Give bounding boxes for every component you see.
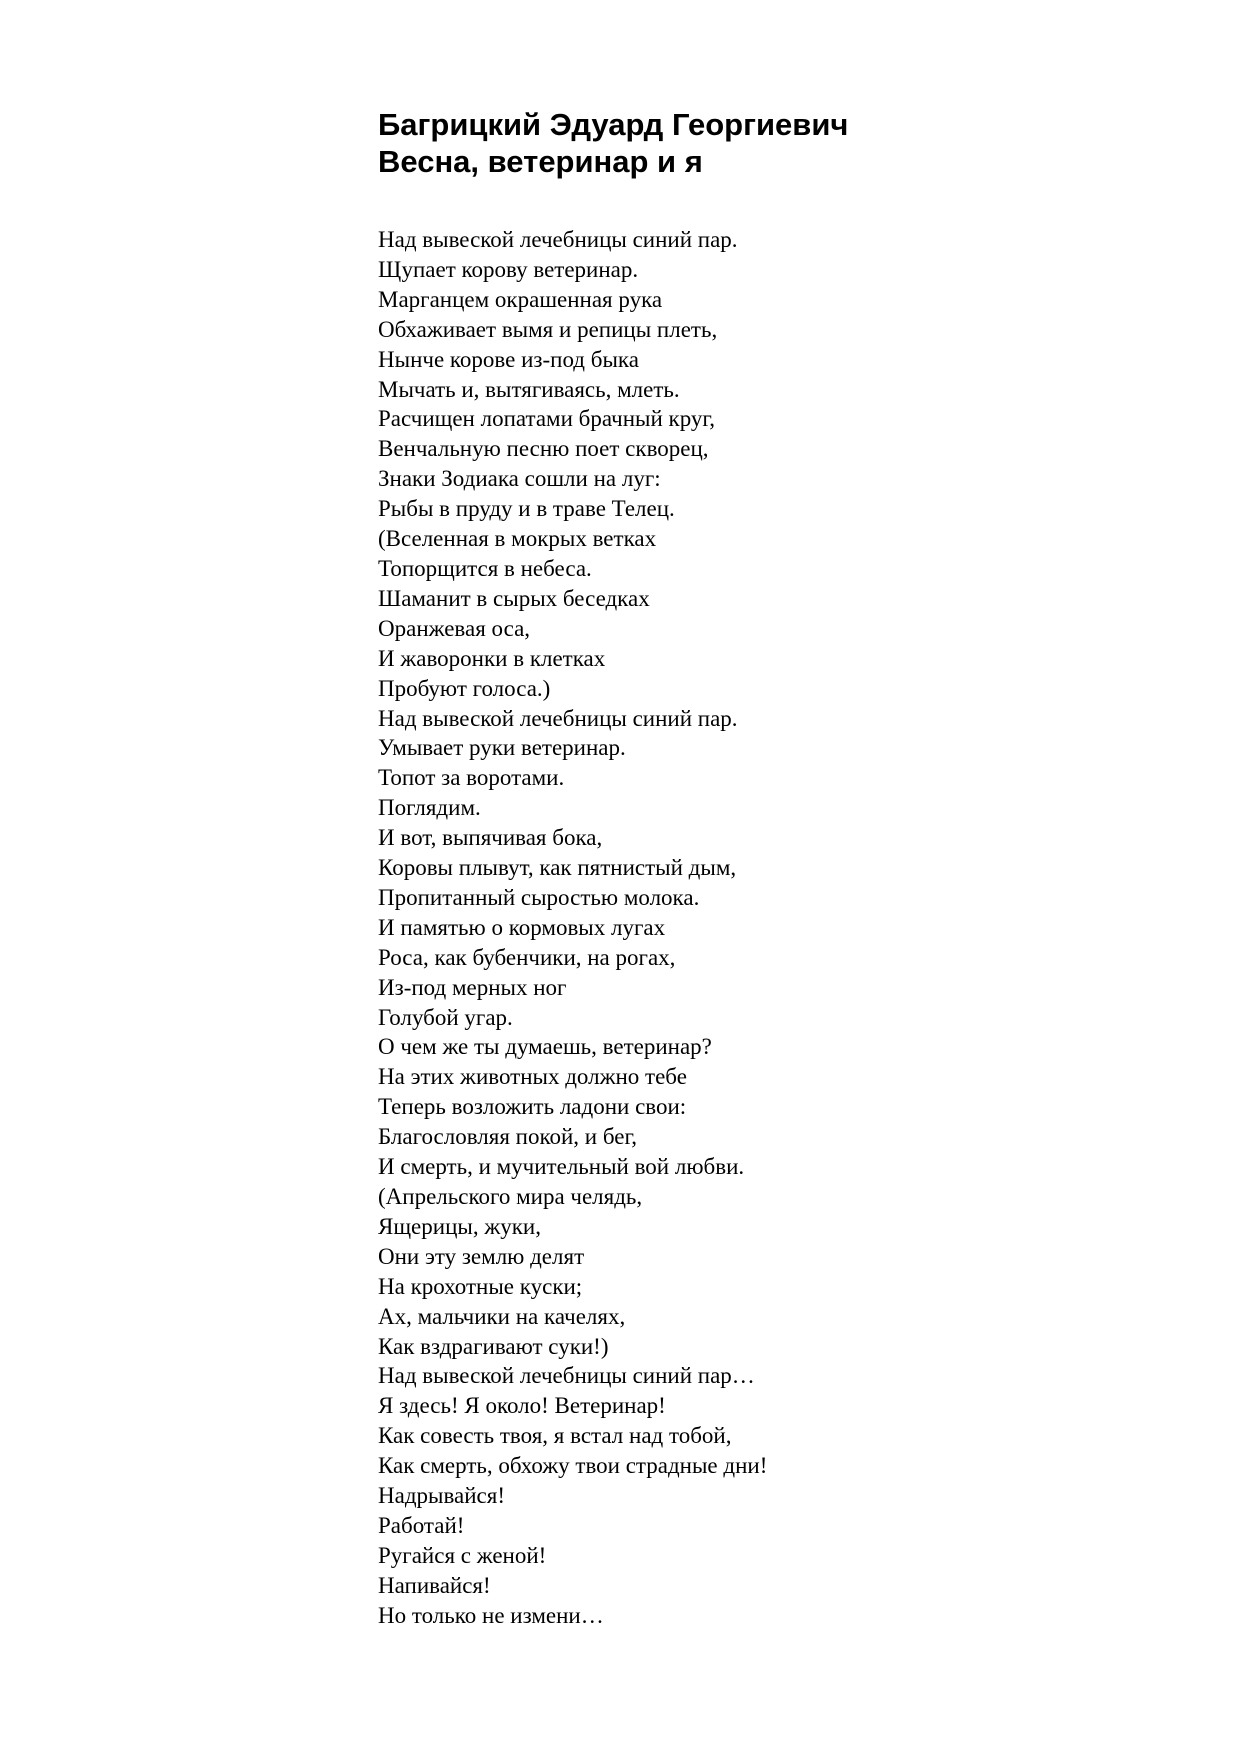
poem-line: Из-под мерных ног [378,974,567,1000]
poem-line: Они эту землю делят [378,1243,585,1269]
poem-line: Я здесь! Я около! Ветеринар! [378,1393,666,1419]
poem-line: Над вывеской лечебницы синий пар… [378,1363,755,1389]
poem-line: Коровы плывут, как пятнистый дым, [378,855,737,881]
poem-line: О чем же ты думаешь, ветеринар? [378,1034,712,1060]
poem-line: Благословляя покой, и бег, [378,1124,638,1150]
poem-title: Весна, ветеринар и я [378,144,703,179]
poem-line: (Апрельского мира челядь, [378,1184,643,1209]
poem-line: Рыбы в пруду и в траве Телец. [378,496,675,522]
poem-line: Шаманит в сырых беседках [378,585,650,611]
poem-line: Как смерть, обхожу твои страдные дни! [378,1453,768,1479]
poem-line: Расчищен лопатами брачный круг, [378,406,715,432]
poem-line: Венчальную песню поет скворец, [378,436,709,462]
poem-line: На этих животных должно тебе [378,1064,687,1090]
poem-line: Напивайся! [378,1572,491,1598]
poem-line: Над вывеской лечебницы синий пар. [378,227,738,252]
poem-line: Топорщится в небеса. [378,555,592,581]
poem-line: И смерть, и мучительный вой любви. [378,1154,745,1180]
poem-line: Мычать и, вытягиваясь, млеть. [378,376,680,402]
poem-line: Марганцем окрашенная рука [378,286,663,312]
poem-line: И вот, выпячивая бока, [378,825,603,851]
poem-line: Как совесть твоя, я встал над тобой, [378,1423,732,1449]
poem-line: Поглядим. [378,795,481,821]
poem-line: Пробуют голоса.) [378,675,551,701]
poem-line: (Вселенная в мокрых ветках [378,526,657,552]
poem-line: Ругайся с женой! [378,1542,547,1568]
poem-line: Щупает корову ветеринар. [378,256,639,282]
poem-line: Но только не измени… [378,1602,604,1628]
poem-line: Умывает руки ветеринар. [378,735,626,761]
poem-line: Оранжевая оса, [378,615,531,641]
author-name: Багрицкий Эдуард Георгиевич [378,107,849,142]
poem-line: Обхаживает вымя и репицы плеть, [378,316,718,342]
poem-line: И жаворонки в клетках [378,645,606,671]
poem-line: Знаки Зодиака сошли на луг: [378,466,661,492]
poem-line: Голубой угар. [378,1004,513,1030]
poem-body [378,225,1198,1631]
poem-line: Надрывайся! [378,1483,505,1509]
poem-line: Топот за воротами. [378,765,565,791]
poem-line: Пропитанный сыростью молока. [378,884,700,910]
document-header [378,106,1198,180]
poem-line: И памятью о кормовых лугах [378,914,666,940]
poem-line: Как вздрагивают суки!) [378,1333,609,1359]
poem-line: Теперь возложить ладони свои: [378,1094,687,1120]
poem-line: Работай! [378,1512,465,1538]
poem-line: Роса, как бубенчики, на рогах, [378,944,676,970]
poem-line: Нынче корове из-под быка [378,346,639,372]
poem-line: Ящерицы, жуки, [378,1213,541,1239]
poem-line: Ах, мальчики на качелях, [378,1303,626,1329]
poem-line: Над вывеской лечебницы синий пар. [378,705,738,731]
poem-line: На крохотные куски; [378,1273,583,1299]
